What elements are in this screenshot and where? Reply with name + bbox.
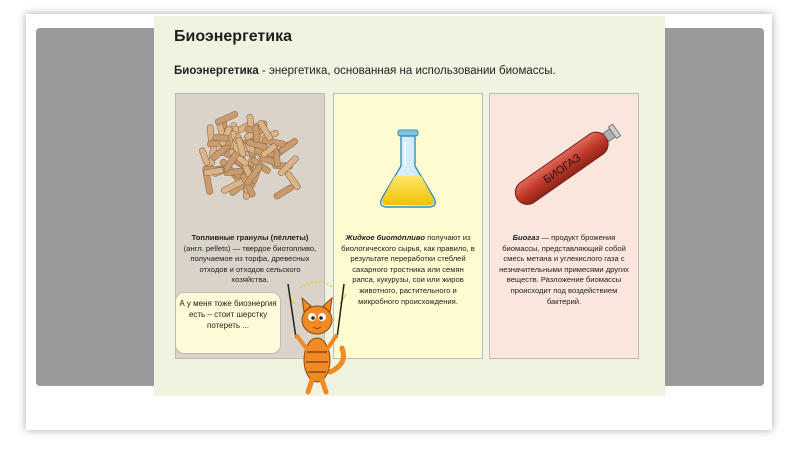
slide — [154, 16, 665, 396]
definition-text: - энергетика, основанная на использовании биомассы. — [258, 65, 556, 77]
pellet — [199, 147, 211, 166]
flask-icon — [334, 94, 484, 224]
slide-title: Биоэнергетика — [174, 28, 292, 45]
gas-cylinder-icon — [490, 94, 640, 224]
liquid-biofuel-text: получают из биологического сырья, как правило, в результате переработки стеблей сахарного тростника или семян рапса, кукурузы, сои или жиров животного, растительного и микробного происхождения. — [341, 233, 475, 306]
panel-liquid-biofuel — [333, 93, 483, 359]
biogas-term: Биогаз — [512, 233, 540, 242]
panel-biogas — [489, 93, 639, 359]
liquid-biofuel-term: Жидкое биото́пливо — [345, 233, 425, 242]
definition-term: Биоэнергетика — [174, 65, 259, 77]
wood-pellets-icon — [176, 94, 326, 224]
pellet — [273, 184, 294, 200]
cylinder-label: БИОГАЗ — [541, 151, 584, 187]
speech-bubble: А у меня тоже биоэнергия есть – стоит шерстку потереть ... — [175, 292, 281, 354]
liquid-biofuel-description — [340, 233, 476, 307]
pellet — [253, 125, 260, 143]
cat-mascot-icon — [282, 274, 352, 396]
pellet — [213, 134, 230, 141]
biogas-description — [496, 233, 632, 307]
definition — [174, 65, 556, 77]
pellets-term: Топливные гранулы (пе́ллеты) — [191, 233, 309, 242]
pellets-text: (англ. pellets) — твердое биотопливо, получаемое из торфа, древесных отходов и отходов сельского хозяйства. — [183, 243, 317, 285]
biogas-text: — продукт брожения биомассы, представляющий собой смесь метана и углекислого газа с незначительными примесями других веществ. Разложение биомассы происходит под воздействием бактерий. — [499, 233, 629, 306]
